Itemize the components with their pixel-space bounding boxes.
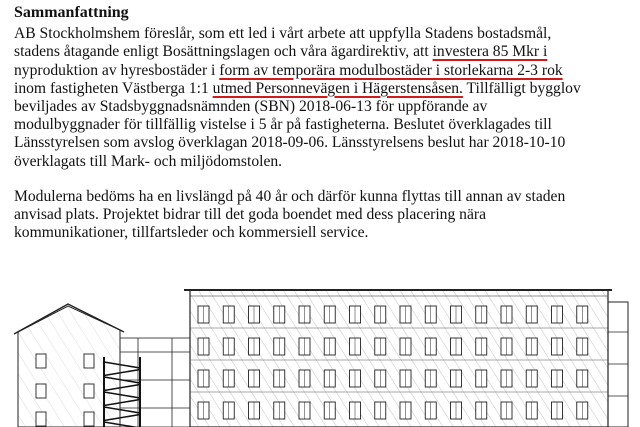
paragraph-gap (14, 171, 634, 188)
text-span: Länsstyrelsen som avslog överklagan 2018-09-06. Länsstyrelsens beslut har 2018-10-10 (14, 134, 566, 152)
right-balconies (608, 302, 628, 427)
text-span: inom fastigheten Västberga 1:1 (14, 79, 213, 97)
window (36, 354, 46, 368)
text-span: modulbyggnader för tillfällig vistelse i 5 år på fastigheterna. Beslutet överklagades till (14, 116, 552, 134)
text-span: anvisad plats. Projektet bidrar till det goda boendet med dess placering nära (14, 206, 487, 224)
text-line (14, 25, 634, 43)
window (84, 354, 94, 368)
highlight-location: utmed Personnevägen i Hägerstensåsen. (212, 79, 463, 97)
text-line (14, 98, 634, 116)
text-line (14, 116, 634, 134)
text-line (14, 80, 634, 98)
main-building (184, 290, 612, 427)
text-line (14, 43, 634, 61)
window (84, 384, 94, 398)
text-span: Tillfälligt bygglov (462, 79, 581, 97)
highlight-investment: investera 85 Mkr i (432, 43, 548, 61)
text-span: nyproduktion av hyresbostäder i (14, 61, 220, 79)
text-line (14, 62, 634, 80)
left-building (14, 304, 124, 427)
text-line (14, 206, 634, 224)
lifespan-paragraph (14, 188, 634, 243)
courtyard-structure (120, 338, 190, 427)
text-span: Modulerna bedöms ha en livslängd på 40 år och därför kunna flyttas till annan av staden (14, 187, 566, 205)
text-span: överklagats till Mark- och miljödomstolen. (14, 152, 283, 170)
text-line (14, 134, 634, 152)
section-heading: Sammanfattning (14, 4, 129, 21)
text-span: AB Stockholmshem föreslår, som ett led i vårt arbete att uppfylla Stadens bostadsmål, (14, 25, 552, 43)
text-span: kommunikationer, tillfartsleder och kommersiell service. (14, 224, 369, 242)
window (36, 384, 46, 398)
building-elevation-drawing (0, 262, 640, 427)
text-line (14, 188, 634, 206)
text-line (14, 224, 634, 242)
summary-paragraph (14, 25, 634, 171)
window (36, 412, 46, 426)
window (84, 412, 94, 426)
highlight-housing-type: form av temporära modulbostäder i storlekarna 2-3 rok (219, 61, 563, 79)
text-span: stadens åtagande enligt Bosättningslagen och våra ägardirektiv, att (14, 43, 433, 61)
text-span: beviljades av Stadsbyggnadsnämnden (SBN) 2018-06-13 för uppförande av (14, 98, 488, 116)
text-line (14, 153, 634, 171)
document-body (14, 4, 634, 242)
